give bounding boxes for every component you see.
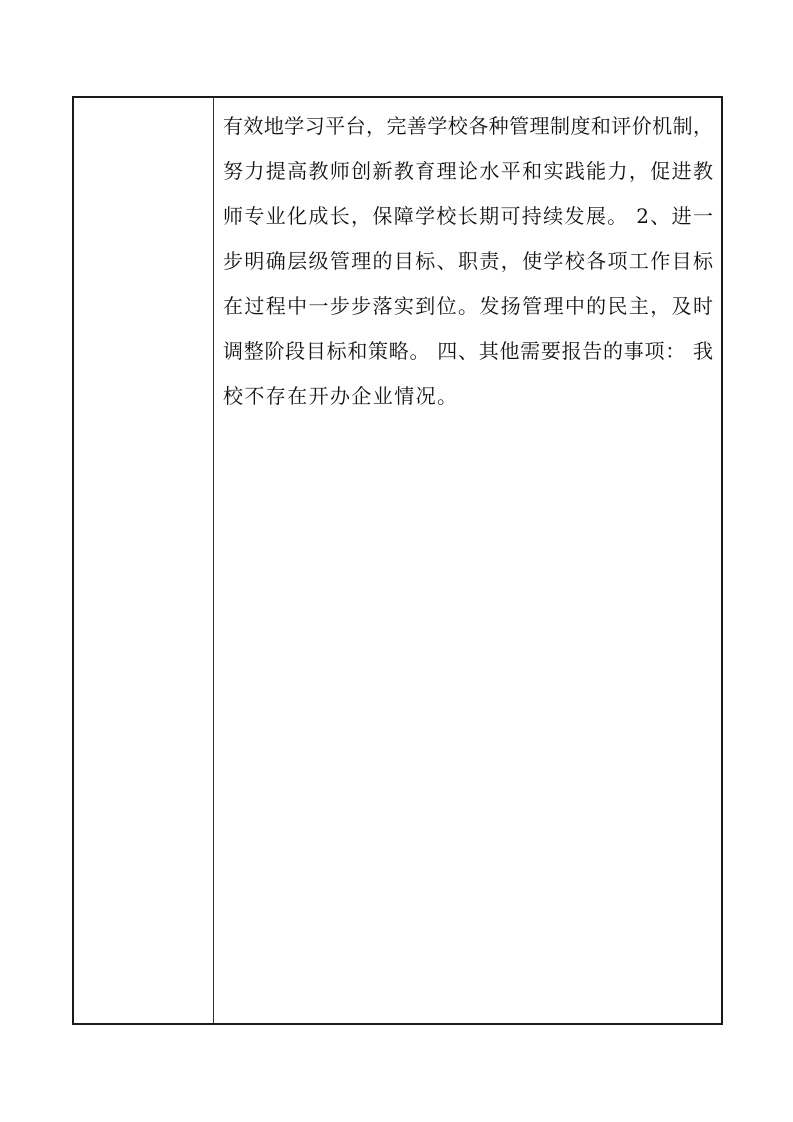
content-line-7: 校不存在开办企业情况。 bbox=[223, 384, 459, 408]
content-line-5: 在过程中一步步落实到位。发扬管理中的民主，及时 bbox=[223, 294, 713, 318]
table-content-cell bbox=[214, 98, 721, 1023]
content-line-2: 努力提高教师创新教育理论水平和实践能力，促进教 bbox=[223, 159, 713, 183]
table-left-cell bbox=[74, 98, 214, 1023]
content-line-3: 师专业化成长，保障学校长期可持续发展。 2、进一 bbox=[223, 204, 713, 228]
content-line-1: 有效地学习平台，完善学校各种管理制度和评价机制， bbox=[223, 114, 713, 138]
report-table bbox=[72, 96, 723, 1025]
content-line-4: 步明确层级管理的目标、职责，使学校各项工作目标 bbox=[223, 249, 713, 273]
content-line-6: 调整阶段目标和策略。 四、其他需要报告的事项： 我 bbox=[223, 339, 713, 363]
